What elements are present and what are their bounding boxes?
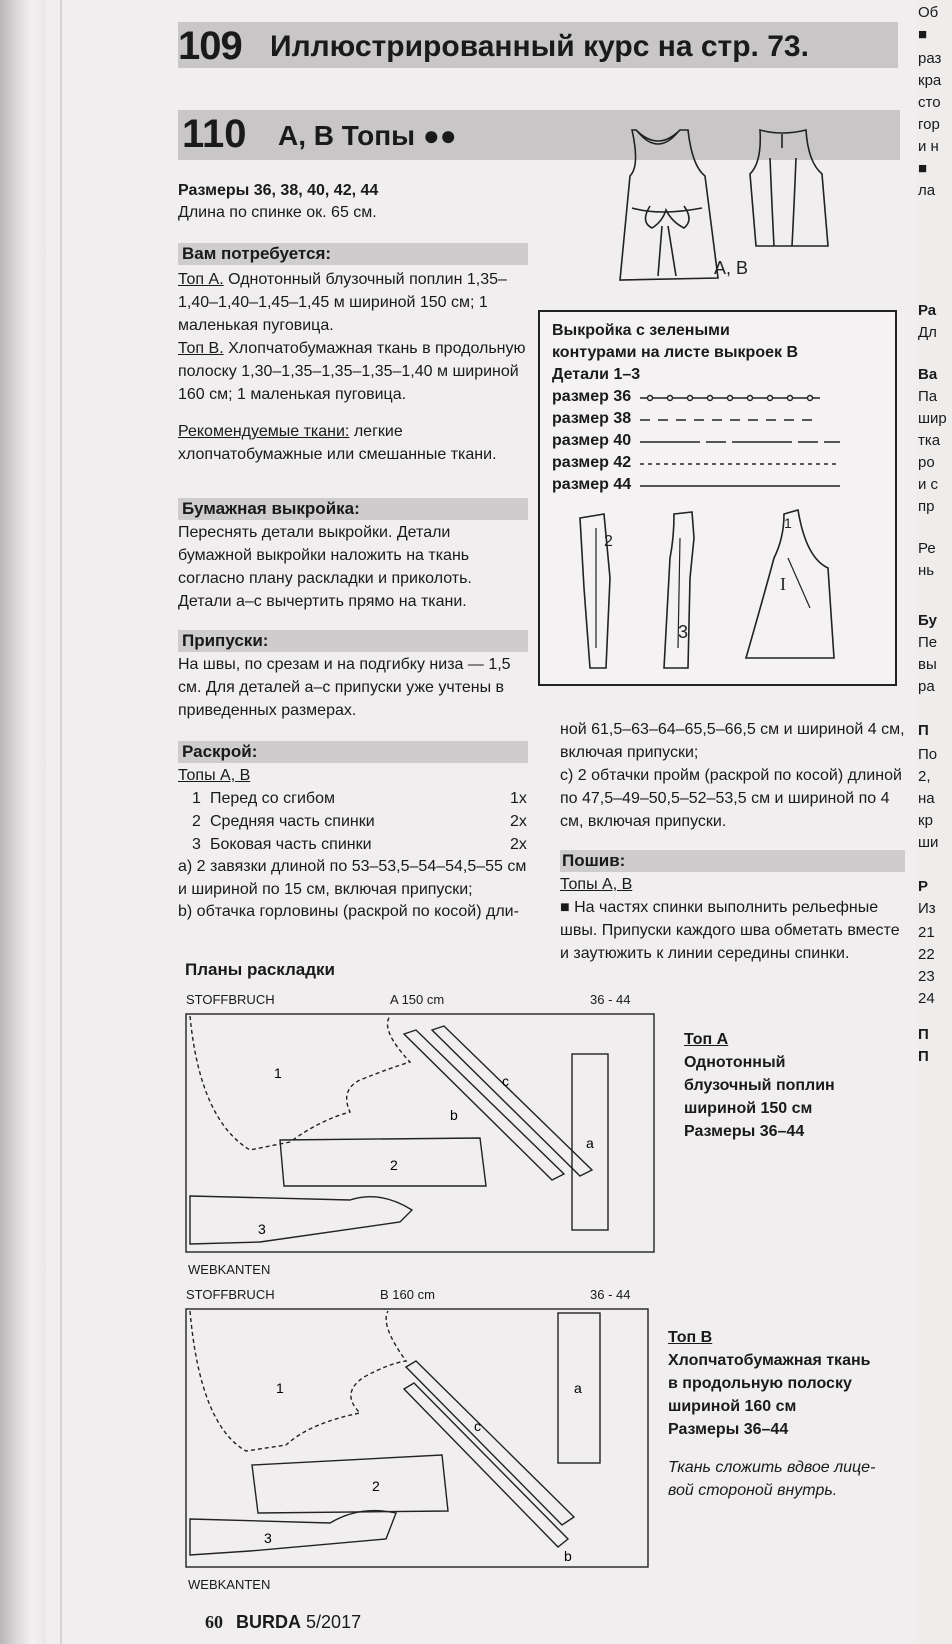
- edge-fragment: 24: [918, 990, 935, 1007]
- layout-label: 1: [276, 1380, 284, 1396]
- planB-note2: вой стороной внутрь.: [668, 1482, 838, 1499]
- spine-line: [60, 0, 62, 1644]
- layout-plan-A: [180, 992, 660, 1282]
- planB-line3: шириной 160 см: [668, 1398, 797, 1415]
- header-109-text: Иллюстрированный курс на стр. 73.: [270, 30, 809, 63]
- drawing-label: A, B: [714, 258, 749, 278]
- cut-row-name: Средняя часть спинки: [210, 813, 375, 830]
- allow-text: На швы, по срезам и на подгибку низа — 1,5 см. Для деталей a–c припуски уже учтены в приведенных размерах.: [178, 656, 511, 719]
- fold-label: STOFFBRUCH: [186, 1287, 275, 1302]
- pattern-pieces-sketch: [548, 498, 888, 678]
- layout-piece-b: [406, 1361, 574, 1525]
- topB-label: Топ B.: [178, 340, 224, 357]
- selvage-label: WEBKANTEN: [188, 1577, 271, 1592]
- legend-size: размер 44: [552, 476, 632, 493]
- plans-title: Планы раскладки: [185, 960, 335, 979]
- layout-piece-2: [280, 1138, 486, 1186]
- brand: BURDA: [236, 1612, 302, 1632]
- piece-1-outline: [746, 510, 834, 658]
- layout-label: c: [502, 1073, 509, 1089]
- top-drawing: [610, 118, 870, 298]
- edge-fragment: 2,: [918, 768, 931, 785]
- adjacent-page-edge: [916, 0, 952, 1644]
- layout-piece-3: [190, 1511, 396, 1555]
- legend-size: размер 38: [552, 410, 632, 427]
- edge-fragment: ■: [918, 26, 928, 43]
- fabric-width-label: B 160 cm: [380, 1287, 435, 1302]
- edge-fragment: тка: [918, 432, 941, 449]
- sewing-title: Пошив:: [562, 851, 626, 870]
- col2-cont: ной 61,5–63–64–65,5–66,5 см и шириной 4 см, включая припуски;: [560, 721, 905, 761]
- legend-line3: Детали 1–3: [552, 366, 641, 383]
- edge-fragment: на: [918, 790, 935, 807]
- edge-fragment: П: [918, 1026, 929, 1043]
- edge-fragment: раз: [918, 50, 942, 67]
- cut-row-name: Перед со сгибом: [210, 790, 335, 807]
- header-110-text: A, B Топы ●●: [278, 120, 457, 151]
- cut-row-qty: 2x: [510, 813, 527, 830]
- page-footer: [205, 1612, 361, 1633]
- edge-fragment: По: [918, 746, 938, 763]
- sewing-sub: Топы A, B: [560, 876, 633, 893]
- edge-fragment: Ре: [918, 540, 936, 557]
- back-view-outline: [750, 130, 828, 246]
- allow-title: Припуски:: [182, 631, 269, 650]
- edge-fragment: гор: [918, 116, 940, 133]
- edge-fragment: ро: [918, 454, 935, 471]
- edge-fragment: шир: [918, 410, 947, 427]
- edge-fragment: П: [918, 1048, 929, 1065]
- header-109: [178, 22, 898, 68]
- topA-text: Однотонный блузочный поплин 1,35–1,40–1,40–1,45–1,45 м шириной 150 см; 1 маленькая пуговица.: [178, 271, 507, 334]
- bow: [645, 206, 689, 228]
- planB-line1: Хлопчатобумажная ткань: [668, 1352, 871, 1369]
- layout-diagram-A: [180, 1010, 660, 1260]
- fabric-width-label: A 150 cm: [390, 992, 445, 1007]
- cut-b: b) обтачка горловины (раскрой по косой) дли-: [178, 903, 519, 920]
- paper-text: Переснять детали выкройки. Детали бумажной выкройки наложить на ткань согласно плану раскладки и приколоть. Детали a–c вычертить прямо на ткани.: [178, 524, 472, 610]
- planA-line4: Размеры 36–44: [684, 1123, 805, 1140]
- edge-fragment: сто: [918, 94, 941, 111]
- page-spine: [0, 0, 46, 1644]
- legend-size: размер 40: [552, 432, 632, 449]
- cut-sub: Топы A, B: [178, 767, 251, 784]
- layout-label: b: [450, 1107, 458, 1123]
- edge-fragment: кр: [918, 812, 933, 829]
- edge-fragment: пр: [918, 498, 935, 515]
- layout-label: c: [474, 1418, 481, 1434]
- planB-title: [668, 1326, 712, 1349]
- edge-fragment: Пе: [918, 634, 938, 651]
- layout-piece-c: [432, 1026, 592, 1176]
- sizes-length: Длина по спинке ок. 65 см.: [178, 204, 377, 221]
- sewing-text: ■ На частях спинки выполнить рельефные швы. Припуски каждого шва обметать вместе и заутюжить к линии середины спинки.: [560, 899, 900, 962]
- planB-title-text: Топ B: [668, 1329, 713, 1346]
- layout-piece-b: [404, 1030, 564, 1180]
- layout-label: b: [564, 1548, 572, 1564]
- layout-diagram-B: [180, 1305, 660, 1575]
- layout-piece-1: [190, 1016, 410, 1150]
- needs-topB: [178, 337, 528, 406]
- piece-label: 2: [604, 533, 613, 550]
- planB-note1: Ткань сложить вдвое лице-: [668, 1459, 876, 1476]
- sizes-title: Размеры 36, 38, 40, 42, 44: [178, 182, 379, 199]
- planA-title: [684, 1028, 728, 1051]
- edge-fragment: Ва: [918, 366, 938, 383]
- planA-title-text: Топ A: [684, 1031, 729, 1048]
- edge-fragment: ла: [918, 182, 936, 199]
- edge-fragment: П: [918, 722, 929, 739]
- edge-fragment: и н: [918, 138, 939, 155]
- topA-label: Топ A.: [178, 271, 224, 288]
- layout-label: 3: [264, 1530, 272, 1546]
- cut-a: a) 2 завязки длиной по 53–53,5–54–54,5–55 см и шириной по 15 см, включая припуски;: [178, 858, 527, 898]
- piece-label: 1: [784, 515, 792, 531]
- legend-size: размер 36: [552, 388, 632, 405]
- cut-row-name: Боковая часть спинки: [210, 836, 372, 853]
- cut-row-n: 1: [192, 790, 201, 807]
- recommended-fabrics: [178, 420, 528, 466]
- layout-label: 1: [274, 1065, 282, 1081]
- cut-row-qty: 1x: [510, 790, 527, 807]
- layout-piece-c: [404, 1383, 568, 1547]
- edge-fragment: 22: [918, 946, 935, 963]
- edge-fragment: Па: [918, 388, 938, 405]
- edge-fragment: вы: [918, 656, 937, 673]
- edge-fragment: Бу: [918, 612, 937, 629]
- layout-label: a: [574, 1380, 582, 1396]
- piece-label: I: [780, 574, 786, 594]
- legend-line1: Выкройка с зелеными: [552, 322, 730, 339]
- edge-fragment: ши: [918, 834, 939, 851]
- layout-piece-3: [190, 1196, 412, 1244]
- layout-piece-2: [252, 1455, 448, 1513]
- cut-row-n: 3: [192, 836, 201, 853]
- fold-label: STOFFBRUCH: [186, 992, 275, 1007]
- edge-fragment: и с: [918, 476, 939, 493]
- edge-fragment: 23: [918, 968, 935, 985]
- header-110-number: 110: [182, 112, 247, 156]
- rec-text: легкие хлопчатобумажные или смешанные ткани.: [178, 423, 497, 463]
- sizes-label: 36 - 44: [590, 1287, 631, 1302]
- edge-fragment: Ра: [918, 302, 937, 319]
- planB-line2: в продольную полоску: [668, 1375, 852, 1392]
- layout-label: 3: [258, 1221, 266, 1237]
- edge-fragment: Об: [918, 4, 939, 21]
- cut-title: Раскрой:: [182, 742, 258, 761]
- layout-plan-B: [180, 1287, 660, 1597]
- legend-line-samples: [640, 388, 850, 498]
- planB-line4: Размеры 36–44: [668, 1421, 789, 1438]
- edge-fragment: ■: [918, 160, 928, 177]
- sizes-label: 36 - 44: [590, 992, 631, 1007]
- edge-fragment: нь: [918, 562, 935, 579]
- edge-fragment: кра: [918, 72, 942, 89]
- edge-fragment: Из: [918, 900, 936, 917]
- edge-fragment: Р: [918, 878, 929, 895]
- legend-size: размер 42: [552, 454, 632, 471]
- header-109-number: 109: [178, 24, 242, 68]
- cut-row-qty: 2x: [510, 836, 527, 853]
- topB-text: Хлопчатобумажная ткань в продольную полоску 1,30–1,35–1,35–1,35–1,40 м шириной 160 см; 1 маленькая пуговица.: [178, 340, 526, 403]
- selvage-label: WEBKANTEN: [188, 1262, 271, 1277]
- edge-fragment: 21: [918, 924, 935, 941]
- planA-line3: шириной 150 см: [684, 1100, 813, 1117]
- col2-c: c) 2 обтачки пройм (раскрой по косой) длиной по 47,5–49–50,5–52–53,5 см и шириной по 4 см, включая припуски.: [560, 767, 902, 830]
- layout-label: a: [586, 1135, 594, 1151]
- planA-line1: Однотонный: [684, 1054, 786, 1071]
- needs-topA: [178, 268, 528, 337]
- page-number: 60: [205, 1612, 223, 1632]
- fabric-rect: [186, 1309, 648, 1567]
- layout-label: 2: [390, 1157, 398, 1173]
- layout-piece-1: [190, 1311, 406, 1451]
- front-view-outline: [620, 130, 718, 280]
- edge-fragment: Дл: [918, 324, 937, 341]
- edge-fragment: ра: [918, 678, 935, 695]
- planA-line2: блузочный поплин: [684, 1077, 835, 1094]
- rec-label: Рекомендуемые ткани:: [178, 423, 350, 440]
- cut-row-n: 2: [192, 813, 201, 830]
- layout-label: 2: [372, 1478, 380, 1494]
- paper-title: Бумажная выкройка:: [182, 499, 360, 518]
- issue: 5/2017: [306, 1612, 362, 1632]
- piece-label: 3: [678, 622, 689, 642]
- legend-line2: контурами на листе выкроек B: [552, 344, 798, 361]
- pattern-legend-box: [538, 310, 897, 686]
- needs-title: Вам потребуется:: [182, 244, 332, 263]
